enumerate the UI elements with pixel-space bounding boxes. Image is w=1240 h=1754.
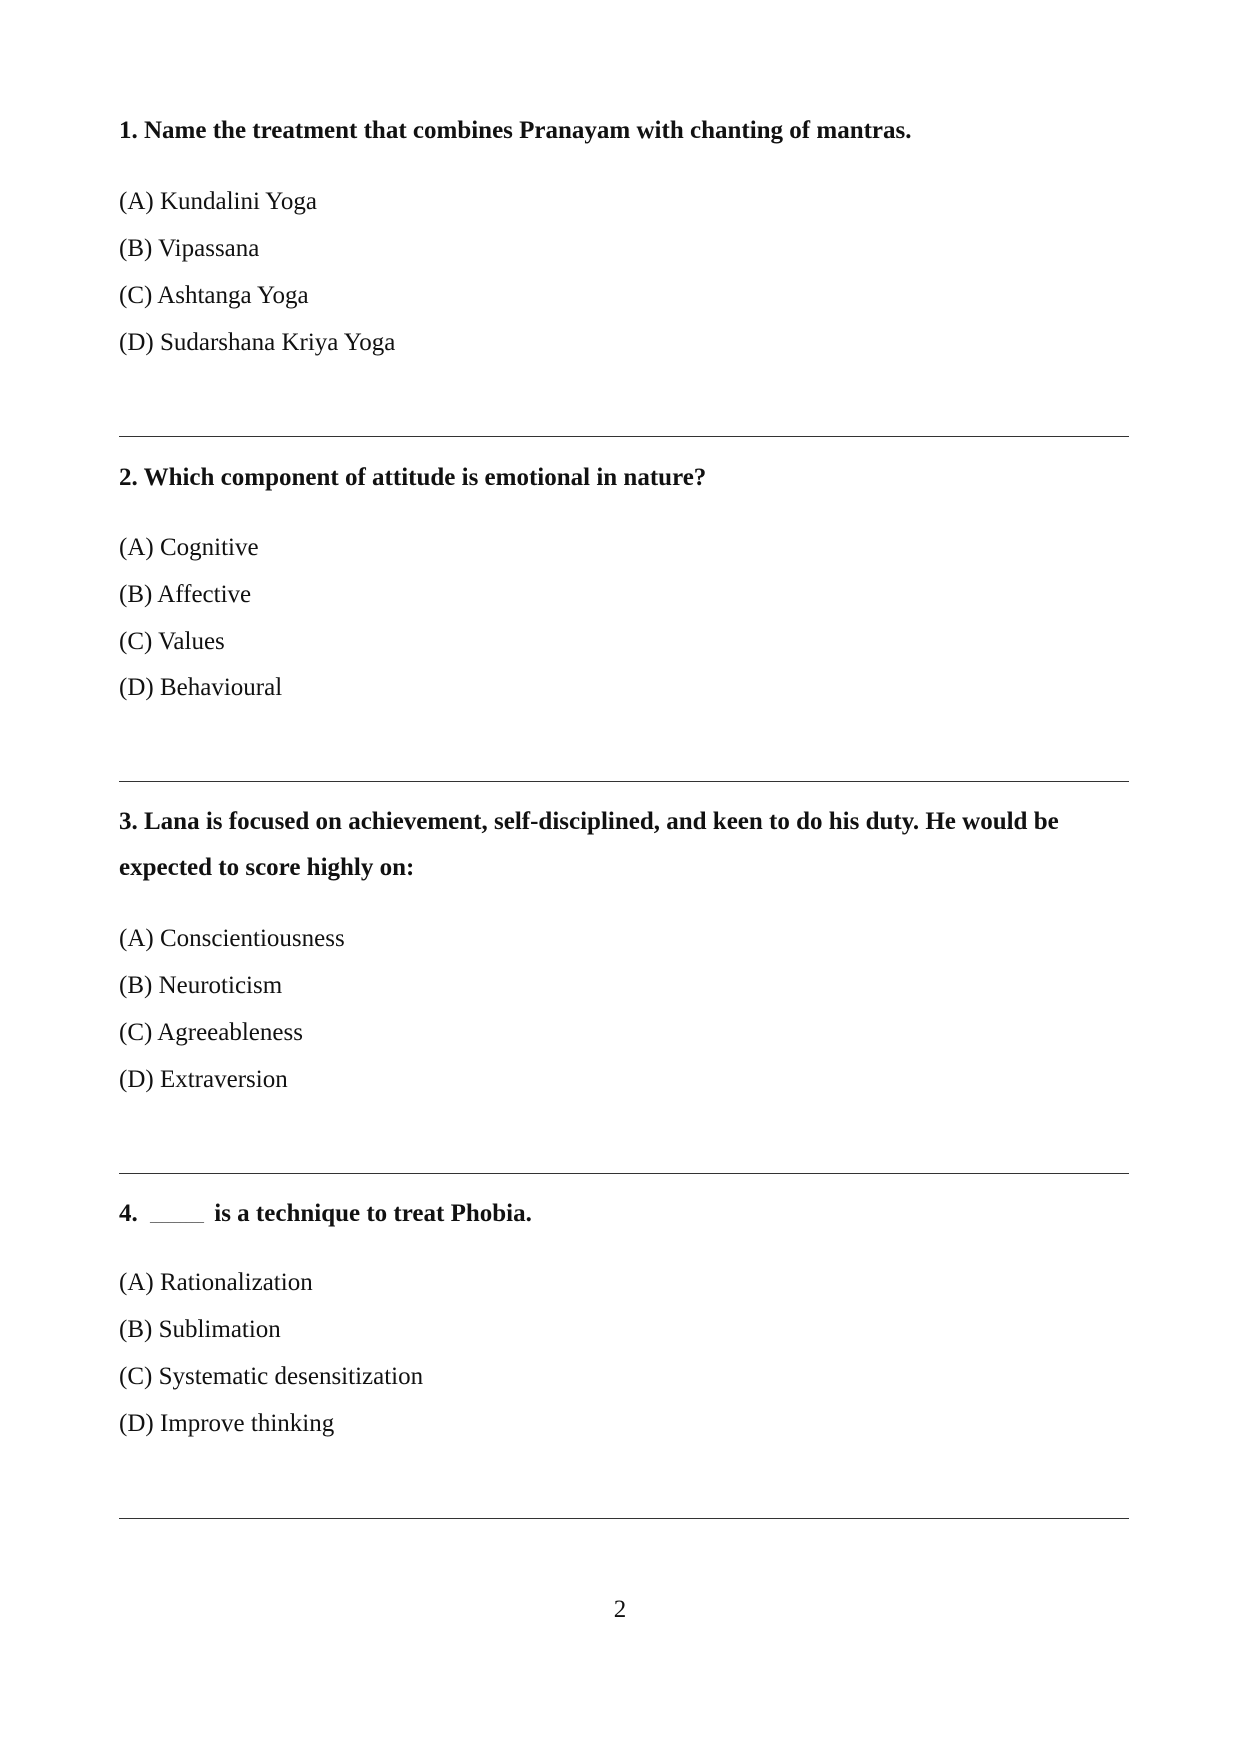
question-4-number: 4. bbox=[119, 1200, 138, 1227]
question-4-text: is a technique to treat Phobia. bbox=[214, 1200, 532, 1227]
question-2-option-a: (A) Cognitive bbox=[119, 534, 259, 561]
divider-1 bbox=[119, 436, 1129, 437]
question-2-title bbox=[119, 455, 1129, 501]
question-2-option-b: (B) Affective bbox=[119, 581, 252, 608]
question-4-option-d: (D) Improve thinking bbox=[119, 1410, 335, 1437]
divider-4 bbox=[119, 1518, 1129, 1519]
question-3-option-a: (A) Conscientiousness bbox=[119, 925, 345, 952]
question-3-title bbox=[119, 799, 1129, 891]
question-1-number: 1. bbox=[119, 117, 138, 144]
question-1-option-d: (D) Sudarshana Kriya Yoga bbox=[119, 329, 396, 356]
question-3-text: Lana is focused on achievement, self-disciplined, and keen to do his duty. He would be expected to score highly on: bbox=[119, 808, 1059, 881]
question-3-option-b: (B) Neuroticism bbox=[119, 972, 283, 999]
question-1-option-b: (B) Vipassana bbox=[119, 235, 260, 262]
question-2-text: Which component of attitude is emotional in nature? bbox=[143, 464, 707, 491]
question-2-number: 2. bbox=[119, 464, 138, 491]
question-3-option-c: (C) Agreeableness bbox=[119, 1019, 303, 1046]
question-1-text: Name the treatment that combines Pranayam with chanting of mantras. bbox=[144, 117, 912, 144]
divider-3 bbox=[119, 1173, 1129, 1174]
page-number: 2 bbox=[613, 1596, 627, 1623]
question-2-option-d: (D) Behavioural bbox=[119, 674, 283, 701]
question-1-title bbox=[119, 108, 1129, 154]
question-4-option-b: (B) Sublimation bbox=[119, 1316, 281, 1343]
question-2-option-c: (C) Values bbox=[119, 628, 225, 655]
question-4-option-c: (C) Systematic desensitization bbox=[119, 1363, 424, 1390]
question-1-option-a: (A) Kundalini Yoga bbox=[119, 188, 317, 215]
question-1-option-c: (C) Ashtanga Yoga bbox=[119, 282, 309, 309]
question-3-option-d: (D) Extraversion bbox=[119, 1066, 288, 1093]
question-4-blank: _________ bbox=[150, 1210, 204, 1224]
question-4-option-a: (A) Rationalization bbox=[119, 1269, 313, 1296]
question-3-number: 3. bbox=[119, 808, 138, 835]
question-4-title bbox=[119, 1191, 1129, 1240]
divider-2 bbox=[119, 781, 1129, 782]
